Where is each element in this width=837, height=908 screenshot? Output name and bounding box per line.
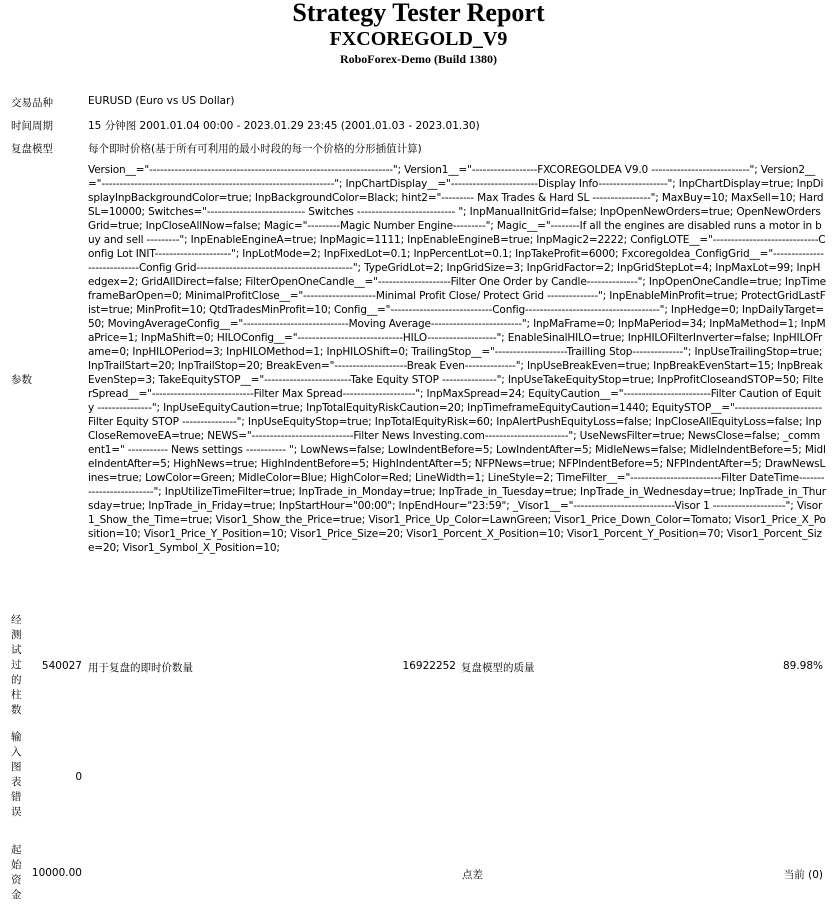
symbol-label: 交易品种 [11, 97, 53, 109]
period-label: 时间周期 [11, 120, 53, 132]
report-title: Strategy Tester Report [292, 0, 545, 27]
quality-value: 89.98% [782, 660, 823, 672]
spread-label: 点差 [462, 869, 483, 881]
expert-name: FXCOREGOLD_V9 [329, 28, 508, 50]
spread-value: 当前 (0) [783, 869, 823, 881]
deposit-value: 10000.00 [31, 867, 82, 879]
symbol-value: EURUSD (Euro vs US Dollar) [88, 95, 235, 107]
server-build: RoboForex-Demo (Build 1380) [339, 52, 498, 66]
params-label: 参数 [11, 374, 32, 386]
model-value: 每个即时价格(基于所有可利用的最小时段的每一个价格的分形插值计算) [88, 143, 422, 155]
bars-value: 540027 [41, 660, 82, 672]
ticks-label: 用于复盘的即时价数量 [88, 662, 193, 674]
params-value: Version__="-------------------------------------------------------------------"; Version1__="------------------FXCOREGOLDEA V9.0 ---------------------------"; Version2__="----------------------------------------------------------------"; InpChartDisplay__="------------------------Display Info-------------------"; InpChartDisplay=true; InpDisplayInpBackgroundColor=true; InpBackgroundColor=Black; hint2="--------- Max Trades & Hard SL ----------------"; MaxBuy=10; MaxSell=10; HardSL=10000; Switches="--------------------------- Switches --------------------------- "; InpManualInitGrid=false; InpOpenNewOrders=true; OpenNewOrdersGrid=true; InpCloseAllNow=false; Magic="---------Magic Number Engine---------"; Magic__="--------If all the engines are disabled runs a motor in buy and sell ---------"; InpEnableEngineA=true; InpMagic=1111; InpEnableEngineB=true; InpMagic2=2222; ConfigLOTE__="-----------------------------Config Lot INIT---------------------"; InpLotMode=2; InpFixedLot=0.1; InpPercentLot=0.1; InpTakeProfit=6000; Fxcoregoldea_ConfigGrid__="----------------------------Config Grid-------------------------------------------"; TypeGridLot=2; InpGridSize=3; InpGridFactor=2; InpGridStepLot=4; InpMaxLot=99; InpHedgex=2; GridAllDirect=false; FilterOpenOneCandle__="--------------------Filter One Order by Candle--------------"; InpOpenOneCandle=true; InpTimeframeBarOpen=0; MinimalProfitClose__="--------------------Minimal Profit Close/ Protect Grid --------------"; InpEnableMinProfit=true; ProtectGridLastFist=true; MinProfit=10; QtdTradesMinProfit=10; Config__="----------------------------Config-------------------------------------"; InpHedge=0; InpDailyTarget=50; MovingAverageConfig__="-----------------------------Moving Average-------------------------"; InpMaFrame=0; InpMaPeriod=34; InpMaMethod=1; InpMaPrice=1; InpMaShift=0; HILOConfig__="-----------------------------HILO-------------------"; EnableSinalHILO=true; InpHILOFilterInverter=false; InpHILOFrame=0; InpHILOPeriod=3; InpHILOMethod=1; InpHILOShift=0; TrailingStop__="--------------------Trailling Stop--------------"; InpUseTrailingStop=true; InpTrailStart=20; InpTrailStop=20; BreakEven="--------------------Break Even--------------"; InpUseBreakEven=true; InpBreakEvenStart=15; InpBreakEvenStep=3; TakeEquitySTOP__="------------------------Take Equity STOP ---------------"; InpUseTakeEquityStop=true; InpProfitCloseandSTOP=50; FilterSpread__="----------------------------Filter Max Spread--------------------"; InpMaxSpread=24; EquityCaution__="------------------------Filter Caution of Equity ---------------"; InpUseEquityCaution=true; InpTotalEquityRiskCaution=20; InpTimeframeEquityCaution=1440; EquitySTOP__="------------------------Filter Equity STOP ---------------"; InpUseEquityStop=true; InpTotalEquityRisk=60; InpAlertPushEquityLoss=false; InpCloseAllEquityLoss=false; InpCloseRemoveEA=true; NEWS="----------------------------Filter News Investing.com-----------------------"; UseNewsFilter=true; NewsClose=false; _comment1=" ----------- News settings ----------- "; LowNews=false; LowIndentBefore=5; LowIndentAfter=5; MidleNews=false; MidleIndentBefore=5; MidleIndentAfter=5; HighNews=true; HighIndentBefore=5; HighIndentAfter=5; NFPNews=true; NFPIndentBefore=5; NFPIndentAfter=5; DrawNewsLines=true; LowColor=Green; MidleColor=Blue; HighColor=Red; LineWidth=1; LineStyle=2; TimeFilter__="-------------------------Filter DateTime-------------------------"; InpUtilizeTimeFilter=true; InpTrade_in_Monday=true; InpTrade_in_Tuesday=true; InpTrade_in_Wednesday=true; InpTrade_in_Thursday=true; InpTrade_in_Friday=true; InpStartHour="00:00"; InpEndHour="23:59"; _Visor1__="----------------------------Visor 1 --------------------"; Visor1_Show_the_Time=true; Visor1_Show_the_Price=true; Visor1_Price_Up_Color=LawnGreen; Visor1_Price_Down_Color=Tomato; Visor1_Price_X_Position=10; Visor1_Price_Y_Position=10; Visor1_Price_Size=20; Visor1_Porcent_X_Position=10; Visor1_Porcent_Y_Position=70; Visor1_Porcent_Size=20; Visor1_Symbol_X_Position=10; [88, 164, 826, 554]
ticks-value: 16922252 [402, 660, 456, 672]
period-value: 15 分钟图 2001.01.04 00:00 - 2023.01.29 23:45 (2001.01.03 - 2023.01.30) [88, 120, 480, 132]
quality-label: 复盘模型的质量 [461, 662, 535, 674]
errors-value: 0 [75, 771, 82, 783]
errors-label: 输入图表错误 [11, 731, 22, 818]
model-label: 复盘模型 [11, 143, 53, 155]
bars-label: 经测试过的柱数 [11, 614, 22, 716]
deposit-label: 起始资金 [11, 844, 22, 901]
